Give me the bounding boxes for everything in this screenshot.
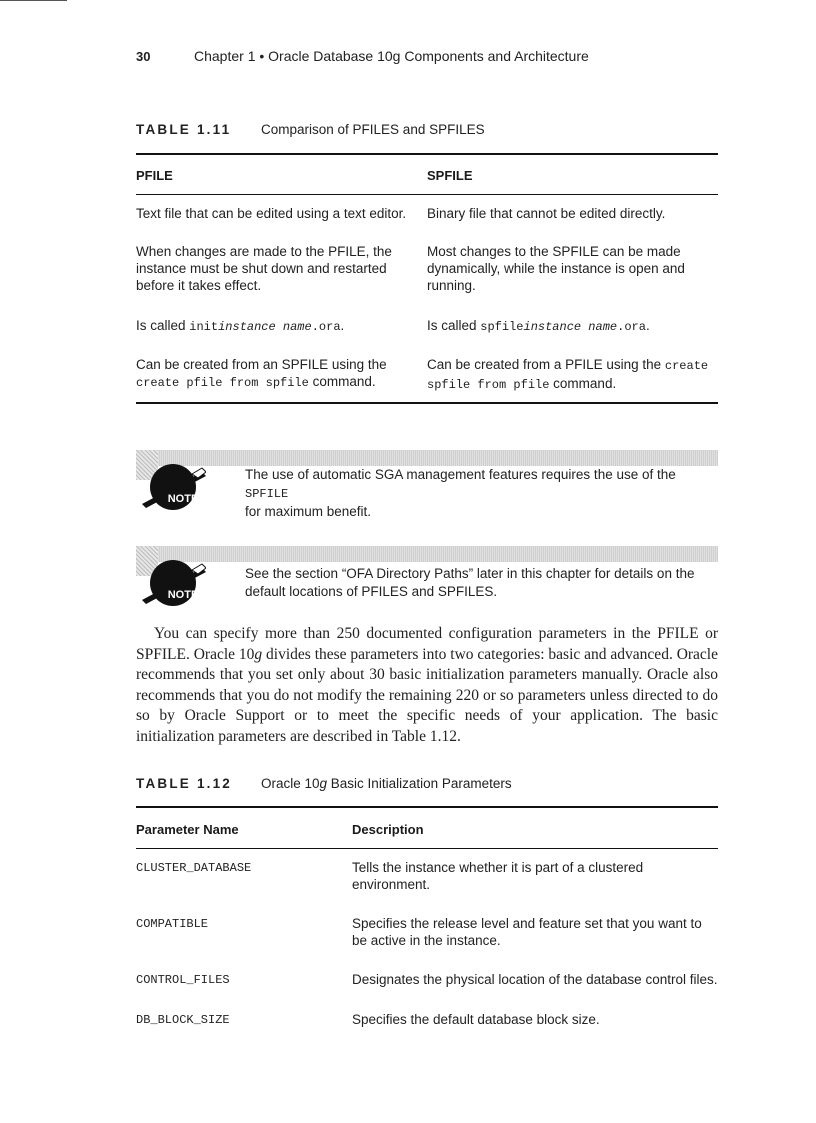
page-number: 30 <box>136 49 151 64</box>
note-band <box>136 450 718 466</box>
cell-line: environment. <box>352 877 431 892</box>
cell-code: spfile from pfile <box>427 378 550 392</box>
parameter-description <box>352 859 643 893</box>
cell-line: Most changes to the SPFILE can be made <box>427 244 681 259</box>
parameter-name: COMPATIBLE <box>136 917 209 931</box>
table-cell: Text file that can be edited using a text editor. <box>136 206 407 221</box>
note-line: See the section “OFA Directory Paths” later in this chapter for details on the <box>245 566 695 581</box>
table-title-italic: g <box>319 776 328 791</box>
table-cell <box>136 356 387 392</box>
note-icon-label: NOTE <box>167 493 199 505</box>
table-rule-header <box>136 194 718 195</box>
cell-line <box>136 373 387 392</box>
table-rule-header <box>136 848 718 849</box>
column-header-description: Description <box>352 822 424 837</box>
parameter-description <box>352 915 702 949</box>
cell-text: Is called <box>136 318 190 333</box>
table-cell <box>427 317 650 336</box>
cell-line: running. <box>427 278 476 293</box>
column-header-parameter-name: Parameter Name <box>136 822 239 837</box>
cell-text: Can be created from a PFILE using the <box>427 357 665 372</box>
parameter-description <box>352 971 717 988</box>
top-edge-line <box>0 0 67 1</box>
table-1-11-caption <box>136 122 485 137</box>
note-band <box>136 546 718 562</box>
note-text-part: The use of automatic SGA management features requires the use of the <box>245 467 676 482</box>
body-paragraph <box>136 624 718 747</box>
cell-code: init <box>189 320 219 334</box>
table-1-12-caption <box>136 776 512 791</box>
table-cell <box>136 317 344 336</box>
running-header <box>136 48 589 64</box>
note-line: for maximum benefit. <box>245 504 372 519</box>
chapter-title: Chapter 1 • Oracle Database 10g Components and Architecture <box>194 48 589 64</box>
cell-line: Designates the physical location of the database control files. <box>352 972 718 987</box>
table-title: Basic Initialization Parameters <box>327 776 512 791</box>
parameter-description <box>352 1011 600 1028</box>
parameter-name: CONTROL_FILES <box>136 973 230 987</box>
table-rule-bottom <box>136 402 718 404</box>
cell-code: .ora <box>311 320 341 334</box>
column-header-spfile: SPFILE <box>427 168 473 183</box>
table-cell: Binary file that cannot be edited directly. <box>427 206 666 221</box>
note-line: default locations of PFILES and SPFILES. <box>245 584 498 599</box>
note-pencil-icon <box>140 460 206 514</box>
body-text-italic: g <box>254 645 263 663</box>
parameter-name: DB_BLOCK_SIZE <box>136 1013 230 1027</box>
cell-text: command. <box>308 374 376 389</box>
note-text <box>245 466 720 521</box>
cell-code: create <box>664 359 709 373</box>
cell-line: before it takes effect. <box>136 278 262 293</box>
table-label: TABLE 1.11 <box>136 122 232 137</box>
cell-text: command. <box>549 376 617 391</box>
cell-line: Specifies the default database block size. <box>352 1012 600 1027</box>
body-text: divides these parameters into two categories: basic and advanced. Oracle recommends that you set only about 30 basic initialization parameters manually. Oracle also recommends that you do not modify the remaining 220 or so parameters unless directed to do so by Oracle Support or to meet the specific needs of your application. The basic initialization parameters are described in Table 1.12. <box>136 645 718 745</box>
table-rule-top <box>136 153 718 155</box>
cell-code: spfile <box>480 320 524 334</box>
cell-code-italic: instance name <box>218 320 312 334</box>
cell-code: create pfile from spfile <box>136 376 309 390</box>
cell-text: . <box>340 318 345 333</box>
cell-line <box>427 375 708 394</box>
table-rule-top <box>136 806 718 808</box>
table-cell <box>427 356 708 394</box>
cell-code-italic: instance name <box>523 320 618 334</box>
cell-text: Is called <box>427 318 481 333</box>
note-code: SPFILE <box>245 487 289 501</box>
note-line <box>245 466 720 503</box>
table-cell <box>427 243 685 294</box>
column-header-pfile: PFILE <box>136 168 173 183</box>
table-label: TABLE 1.12 <box>136 776 233 791</box>
cell-line: Can be created from an SPFILE using the <box>136 357 387 372</box>
table-title: Comparison of PFILES and SPFILES <box>261 122 485 137</box>
table-title: Oracle 10 <box>261 776 320 791</box>
body-text: You can specify more than 250 documented configuration parameters in the PFILE or SPFILE. Oracle 10 <box>136 625 718 663</box>
cell-line: instance must be shut down and restarted <box>136 261 387 276</box>
cell-line: be active in the instance. <box>352 933 501 948</box>
cell-line <box>427 356 708 375</box>
cell-line: dynamically, while the instance is open and <box>427 261 685 276</box>
note-pencil-icon <box>140 556 206 610</box>
cell-line: Tells the instance whether it is part of a clustered <box>352 860 644 875</box>
note-text <box>245 565 720 601</box>
note-icon-label: NOTE <box>167 589 199 601</box>
parameter-name: CLUSTER_DATABASE <box>136 861 252 875</box>
cell-text: . <box>645 318 650 333</box>
cell-code: .ora <box>617 320 646 334</box>
table-cell <box>136 243 392 294</box>
cell-line: When changes are made to the PFILE, the <box>136 244 392 259</box>
cell-line: Specifies the release level and feature set that you want to <box>352 916 702 931</box>
